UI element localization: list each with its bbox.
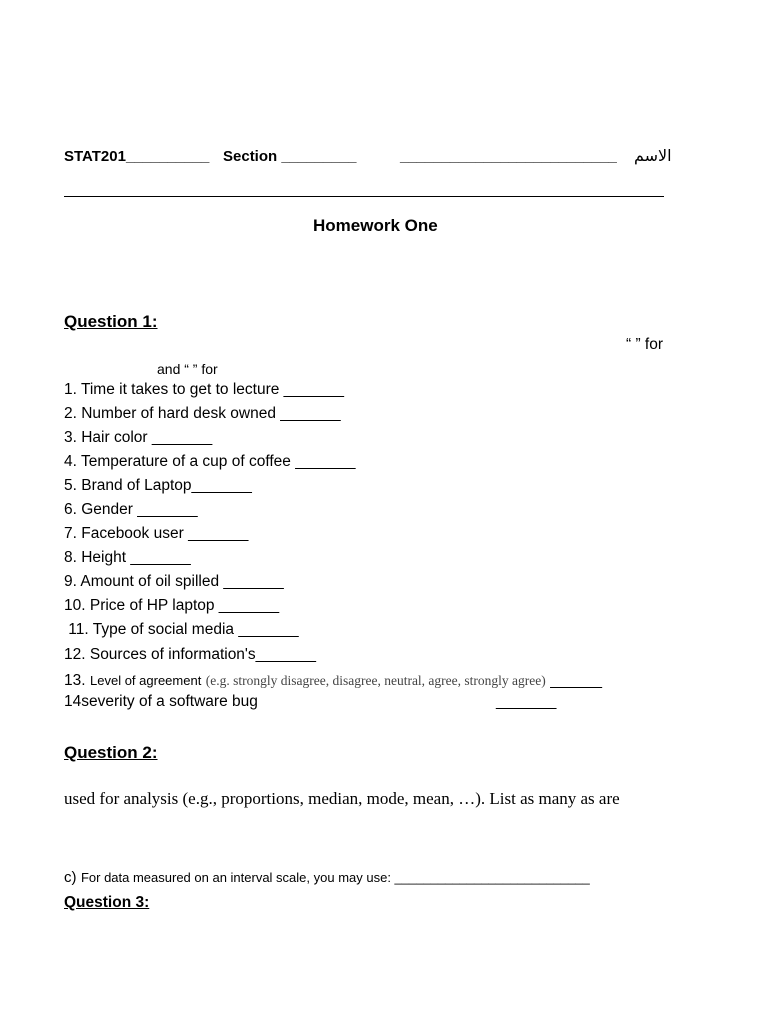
question-1-fragment-left: and “ ” for xyxy=(157,361,218,377)
list-item: 6. Gender _______ xyxy=(64,501,198,518)
name-blank: __________________________ xyxy=(400,148,617,165)
question-2-part-c xyxy=(64,869,590,887)
question-1-heading: Question 1: xyxy=(64,312,158,331)
part-c-label: c) xyxy=(64,869,77,886)
list-item-14: 14severity of a software bug xyxy=(64,693,258,710)
item-13-text: Level of agreement xyxy=(90,673,202,688)
question-3-heading: Question 3: xyxy=(64,894,150,911)
separator-line xyxy=(64,196,664,197)
list-item: 7. Facebook user _______ xyxy=(64,525,249,542)
list-item: 5. Brand of Laptop_______ xyxy=(64,477,252,494)
list-item: 11. Type of social media _______ xyxy=(64,621,299,638)
list-item: 1. Time it takes to get to lecture _______ xyxy=(64,381,345,398)
list-item: 4. Temperature of a cup of coffee _______ xyxy=(64,453,356,470)
name-label: الاسم xyxy=(634,148,672,165)
list-item: 9. Amount of oil spilled _______ xyxy=(64,573,284,590)
item-13-number: 13. xyxy=(64,672,86,689)
item-13-examples: (e.g. strongly disagree, disagree, neutral, agree, strongly agree) xyxy=(205,673,546,688)
list-item: 8. Height _______ xyxy=(64,549,191,566)
list-item: 3. Hair color _______ xyxy=(64,429,213,446)
list-item: 2. Number of hard desk owned _______ xyxy=(64,405,341,422)
list-item: 10. Price of HP laptop _______ xyxy=(64,597,280,614)
list-item: 12. Sources of information's_______ xyxy=(64,646,316,663)
page-title: Homework One xyxy=(313,216,438,235)
list-item-13 xyxy=(64,672,602,690)
course-field: STAT201__________ xyxy=(64,148,210,165)
part-c-text: For data measured on an interval scale, you may use: ___________________________ xyxy=(80,870,590,885)
question-2-text: used for analysis (e.g., proportions, median, mode, mean, …). List as many as are xyxy=(64,789,620,808)
item-13-blank: ______ xyxy=(550,672,602,689)
question-1-fragment-right: “ ” for xyxy=(626,336,664,353)
question-2-heading: Question 2: xyxy=(64,743,158,762)
section-field: Section _________ xyxy=(223,148,357,165)
item-14-blank: _______ xyxy=(496,693,557,710)
